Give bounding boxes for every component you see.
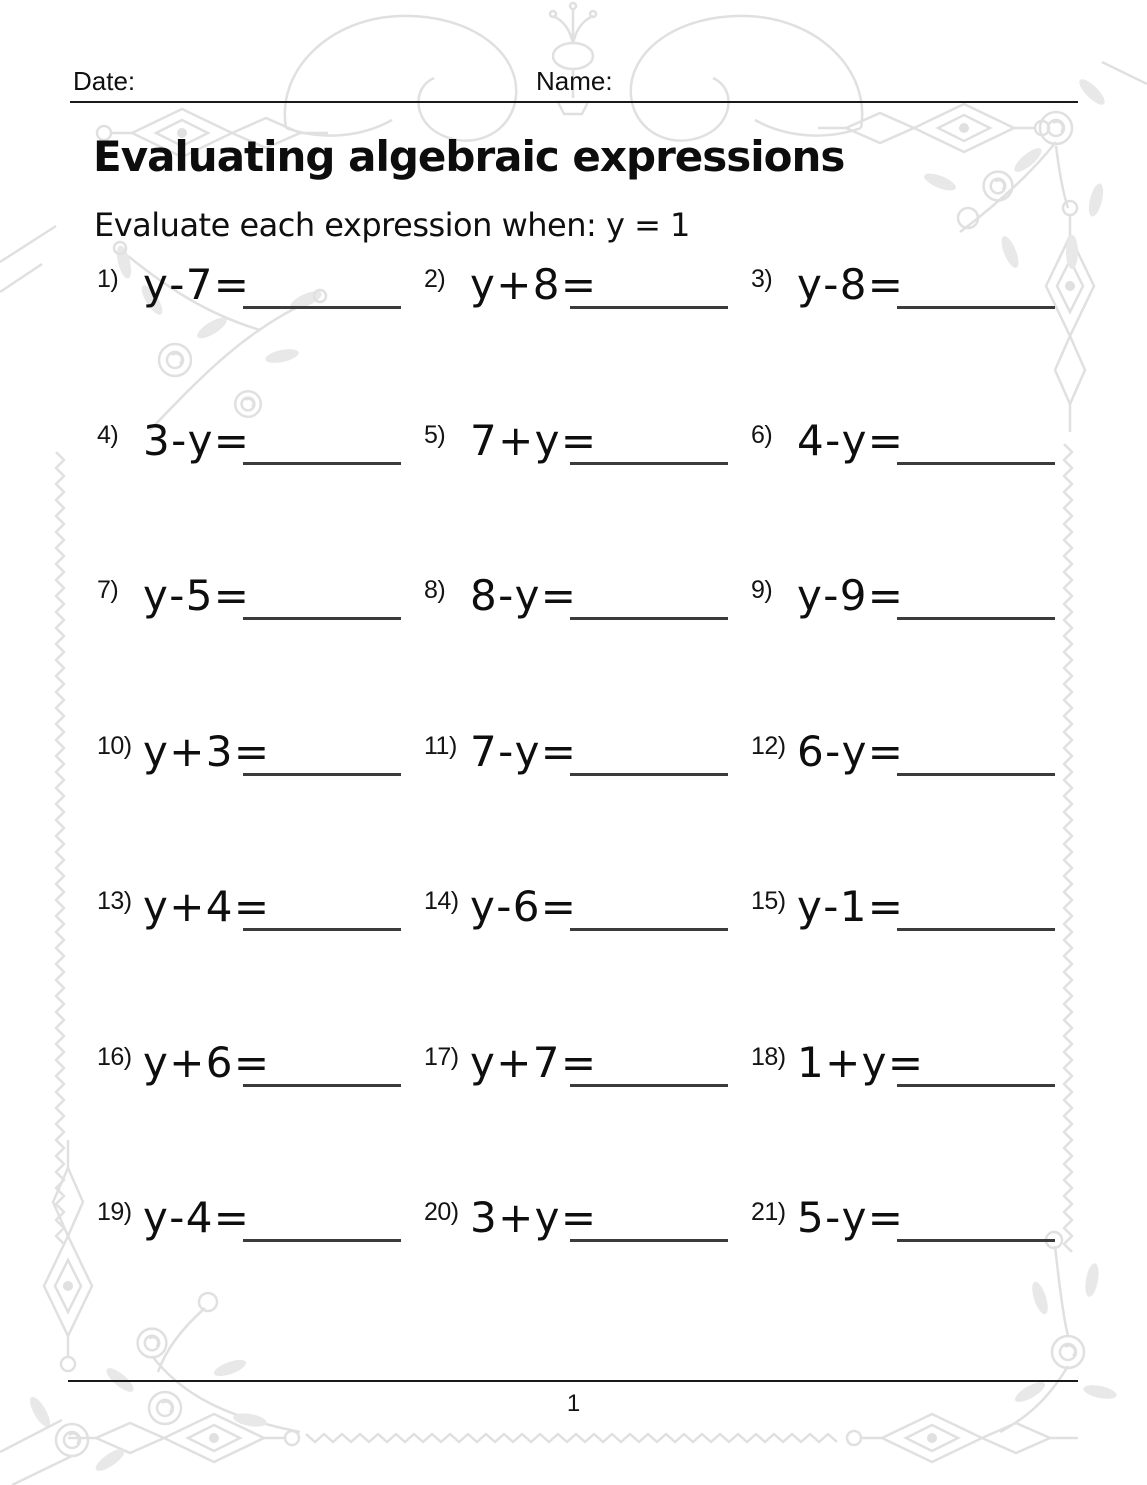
- problem-expression: 3 - y =: [143, 415, 248, 465]
- problem-number: 7): [97, 576, 119, 604]
- answer-blank[interactable]: [570, 306, 728, 309]
- problem-number: 20): [424, 1198, 459, 1226]
- answer-blank[interactable]: [897, 306, 1055, 309]
- problem-expression: y + 4 =: [143, 882, 268, 931]
- floral-top-right: [922, 76, 1108, 270]
- problem-number: 10): [97, 731, 132, 760]
- answer-blank[interactable]: [243, 1239, 401, 1242]
- problem-item: [97, 1038, 424, 1194]
- answer-blank[interactable]: [570, 462, 728, 465]
- problem-expression: 8 - y =: [470, 571, 575, 620]
- answer-blank[interactable]: [570, 928, 728, 931]
- answer-blank[interactable]: [897, 928, 1055, 931]
- answer-blank[interactable]: [243, 462, 401, 465]
- problem-expression: y - 9 =: [797, 571, 902, 620]
- problem-number: 13): [97, 887, 132, 915]
- problem-item: [97, 727, 424, 883]
- problem-item: [97, 882, 424, 1038]
- problem-expression: y - 1 =: [797, 882, 902, 931]
- problem-expression: 4 - y =: [797, 415, 902, 465]
- problem-number: 15): [751, 887, 786, 915]
- problem-item: [751, 260, 1078, 416]
- problem-number: 6): [751, 420, 773, 449]
- problem-item: [751, 1193, 1078, 1349]
- answer-blank[interactable]: [570, 1239, 728, 1242]
- problem-number: 18): [751, 1042, 786, 1071]
- problem-item: [424, 416, 751, 572]
- date-label: Date:: [73, 66, 136, 96]
- answer-blank[interactable]: [897, 1239, 1055, 1242]
- problem-item: [751, 727, 1078, 883]
- problem-item: [424, 727, 751, 883]
- problem-expression: 6 - y =: [797, 726, 902, 776]
- problem-expression: 7 + y =: [470, 415, 595, 465]
- answer-blank[interactable]: [243, 773, 401, 776]
- problem-number: 3): [751, 265, 773, 293]
- answer-blank[interactable]: [897, 617, 1055, 620]
- problem-number: 9): [751, 576, 773, 604]
- problem-number: 5): [424, 420, 446, 449]
- worksheet-title: Evaluating algebraic expressions: [93, 132, 845, 181]
- problem-expression: y - 4 =: [143, 1193, 248, 1242]
- answer-blank[interactable]: [570, 773, 728, 776]
- answer-blank[interactable]: [243, 928, 401, 931]
- answer-blank[interactable]: [897, 773, 1055, 776]
- problem-number: 11): [424, 731, 457, 760]
- problem-item: [424, 1038, 751, 1194]
- problem-number: 17): [424, 1042, 459, 1071]
- problem-expression: 7 - y =: [470, 726, 575, 776]
- problems-grid: [97, 260, 1078, 1349]
- problem-expression: y + 7 =: [470, 1037, 595, 1087]
- instruction-text: Evaluate each expression when: y = 1: [94, 206, 690, 244]
- problem-item: [424, 882, 751, 1038]
- problem-expression: y + 8 =: [470, 260, 595, 309]
- footer-rule-line: [68, 1380, 1078, 1382]
- answer-blank[interactable]: [243, 1084, 401, 1087]
- problem-number: 2): [424, 265, 446, 293]
- problem-number: 4): [97, 420, 119, 449]
- answer-blank[interactable]: [243, 617, 401, 620]
- answer-blank[interactable]: [570, 1084, 728, 1087]
- problem-expression: y + 6 =: [143, 1037, 268, 1087]
- header-rule-line: [70, 101, 1078, 103]
- problem-item: [97, 260, 424, 416]
- answer-blank[interactable]: [570, 617, 728, 620]
- problem-number: 19): [97, 1198, 132, 1226]
- answer-blank[interactable]: [243, 306, 401, 309]
- problem-expression: 5 - y =: [797, 1193, 902, 1242]
- page-number: 1: [566, 1390, 581, 1417]
- answer-blank[interactable]: [897, 1084, 1055, 1087]
- problem-item: [751, 571, 1078, 727]
- problem-expression: y - 7 =: [143, 260, 248, 309]
- problem-item: [751, 882, 1078, 1038]
- problem-item: [97, 416, 424, 572]
- problem-expression: y + 3 =: [143, 726, 268, 776]
- problem-expression: y - 5 =: [143, 571, 248, 620]
- problem-expression: 3 + y =: [470, 1193, 595, 1242]
- problem-number: 16): [97, 1042, 132, 1071]
- problem-item: [97, 1193, 424, 1349]
- name-label: Name:: [536, 66, 613, 96]
- problem-item: [751, 416, 1078, 572]
- problem-number: 21): [751, 1198, 786, 1226]
- problem-expression: y - 8 =: [797, 260, 902, 309]
- problem-item: [424, 260, 751, 416]
- problem-number: 12): [751, 731, 786, 760]
- problem-expression: y - 6 =: [470, 882, 575, 931]
- zigzag-border-edge: [306, 1434, 837, 1442]
- problem-expression: 1 + y =: [797, 1037, 922, 1087]
- problem-number: 14): [424, 887, 459, 915]
- zigzag-border-edge: [56, 452, 64, 1244]
- problem-item: [97, 571, 424, 727]
- problem-item: [424, 1193, 751, 1349]
- problem-item: [751, 1038, 1078, 1194]
- problem-number: 1): [97, 265, 119, 293]
- answer-blank[interactable]: [897, 462, 1055, 465]
- problem-number: 8): [424, 576, 446, 604]
- problem-item: [424, 571, 751, 727]
